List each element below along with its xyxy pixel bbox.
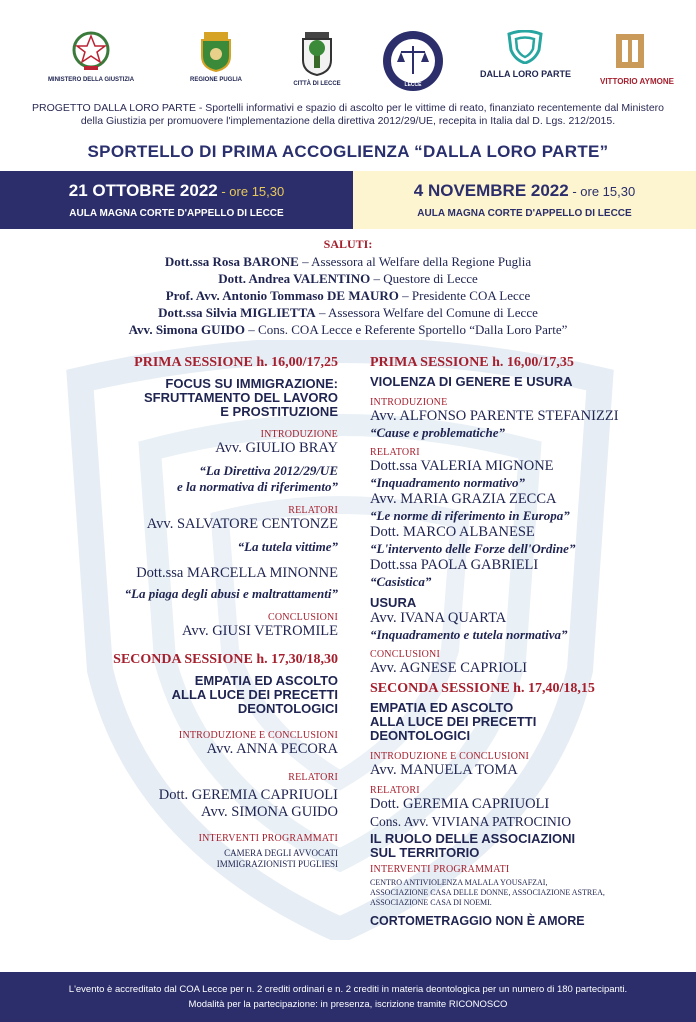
talk-title: “Inquadramento e tutela normativa” xyxy=(370,627,568,642)
speakers-label: RELATORI xyxy=(288,772,338,783)
speakers-label: RELATORI xyxy=(370,785,420,796)
theme-line: EMPATIA ED ASCOLTO xyxy=(194,673,338,688)
logo-caption: VITTORIO AYMONE xyxy=(600,77,674,86)
ministero-logo xyxy=(36,30,146,83)
theme-line: DEONTOLOGICI xyxy=(370,728,471,743)
talk-title: “L'intervento delle Forze dell'Ordine” xyxy=(370,541,576,556)
programmed-line: ASSOCIAZIONE CASA DI NOEMI. xyxy=(370,898,492,907)
date-text: 4 NOVEMBRE 2022 xyxy=(413,181,569,200)
footer-credits: L'evento è accreditato dal COA Lecce per n. 2 crediti ordinari e n. 2 crediti in materia deontologica per un numero di 180 partecipanti. xyxy=(68,984,628,995)
intro-label: INTRODUZIONE xyxy=(260,429,338,440)
fondazione-logo xyxy=(600,30,674,86)
comune-logo xyxy=(282,30,352,87)
speaker-name: Avv. GIULIO BRAY xyxy=(215,440,338,456)
speaker-name: Avv. AGNESE CAPRIOLI xyxy=(370,660,528,676)
greeting-line xyxy=(0,287,696,304)
session-title: PRIMA SESSIONE h. 16,00/17,35 xyxy=(370,355,574,370)
program-column-left xyxy=(20,355,338,870)
intro-label: INTRODUZIONE xyxy=(370,397,448,408)
talk-title: “Casistica” xyxy=(370,574,432,589)
usura-heading: USURA xyxy=(370,595,417,610)
session-title: SECONDA SESSIONE h. 17,30/18,30 xyxy=(113,652,338,667)
project-description: PROGETTO DALLA LORO PARTE - Sportelli informativi e spazio di ascolto per le vittime di reato, finanziato recentemente dal Ministero della Giustizia per promuovere l'implementazione della direttiva 2012/29/UE, recepita in Italia dal D. Lgs. 212/2015. xyxy=(31,102,664,127)
ordine-avvocati-logo xyxy=(376,30,450,97)
greeting-line xyxy=(0,321,696,338)
speaker-name: Dott.ssa PAOLA GABRIELI xyxy=(370,557,539,573)
programmed-text xyxy=(20,848,338,870)
programmed-line: ASSOCIAZIONE CASA DELLE DONNE, ASSOCIAZIONE ASTREA, xyxy=(370,888,605,897)
short-film-title: CORTOMETRAGGIO NON È AMORE xyxy=(370,914,585,928)
intro-conclusions-label: INTRODUZIONE E CONCLUSIONI xyxy=(370,751,530,762)
talk-title: “La piaga degli abusi e maltrattamenti” xyxy=(124,586,338,601)
session-theme xyxy=(370,701,680,743)
greeting-name: Dott. Andrea VALENTINO xyxy=(218,271,371,286)
theme-line: SUL TERRITORIO xyxy=(370,845,480,860)
greetings-block xyxy=(0,236,696,338)
speaker-name: Dott. MARCO ALBANESE xyxy=(370,524,535,540)
speaker-name: Avv. SIMONA GUIDO xyxy=(201,804,338,820)
speaker-name: Dott. GEREMIA CAPRIUOLI xyxy=(158,787,338,803)
speaker-name: Avv. ALFONSO PARENTE STEFANIZZI xyxy=(370,408,619,424)
conclusions-label: CONCLUSIONI xyxy=(370,649,440,660)
programmed-label: INTERVENTI PROGRAMMATI xyxy=(370,864,510,875)
speaker-name: Avv. ANNA PECORA xyxy=(206,741,338,757)
date-text: 21 OTTOBRE 2022 xyxy=(68,181,218,200)
logo-caption: DALLA LORO PARTE xyxy=(480,69,571,79)
speaker-name: Avv. SALVATORE CENTONZE xyxy=(146,516,338,532)
greeting-role: – Cons. COA Lecce e Referente Sportello “Dalla Loro Parte” xyxy=(245,322,568,337)
session-title: PRIMA SESSIONE h. 16,00/17,25 xyxy=(134,355,338,370)
emblem-italy-icon xyxy=(71,30,111,72)
greeting-line xyxy=(0,253,696,270)
greeting-name: Avv. Simona GUIDO xyxy=(128,322,246,337)
program-column-right xyxy=(370,355,680,928)
theme-line: ALLA LUCE DEI PRECETTI xyxy=(370,714,537,729)
speaker-name: Dott. GEREMIA CAPRIUOLI xyxy=(370,796,550,812)
greeting-role: – Questore di Lecce xyxy=(370,271,478,286)
logo-caption: CITTÀ DI LECCE xyxy=(293,81,341,87)
greeting-line xyxy=(0,270,696,287)
theme-line: FOCUS SU IMMIGRAZIONE: xyxy=(165,376,338,391)
greeting-role: – Assessora Welfare del Comune di Lecce xyxy=(315,305,538,320)
date-line xyxy=(0,181,353,201)
programmed-line: CAMERA DEGLI AVVOCATI xyxy=(224,848,338,858)
time-text: - ore 15,30 xyxy=(568,184,636,199)
talk-title xyxy=(20,463,338,495)
associations-theme xyxy=(370,832,680,860)
greetings-heading: SALUTI: xyxy=(323,237,373,251)
session-title: SECONDA SESSIONE h. 17,40/18,15 xyxy=(370,681,595,696)
speakers-label: RELATORI xyxy=(370,447,420,458)
talk-title: “Inquadramento normativo” xyxy=(370,475,525,490)
programmed-line: CENTRO ANTIVIOLENZA MALALA YOUSAFZAI, xyxy=(370,878,548,887)
talk-title: “Cause e problematiche” xyxy=(370,425,506,440)
spiral-shield-icon xyxy=(505,30,545,64)
speaker-name: Avv. IVANA QUARTA xyxy=(370,610,507,626)
programmed-line: IMMIGRAZIONISTI PUGLIESI xyxy=(216,859,338,869)
footer-registration: Modalità per la partecipazione: in presenza, iscrizione tramite RICONOSCO xyxy=(188,999,508,1010)
city-crest-icon xyxy=(300,30,334,76)
logo-caption: REGIONE PUGLIA xyxy=(189,77,242,83)
session-theme xyxy=(20,377,338,419)
venue-text: AULA MAGNA CORTE D'APPELLO DI LECCE xyxy=(69,208,284,219)
greeting-name: Prof. Avv. Antonio Tommaso DE MAURO xyxy=(165,288,399,303)
greeting-name: Dott.ssa Rosa BARONE xyxy=(164,254,299,269)
talk-title: “Le norme di riferimento in Europa” xyxy=(370,508,570,523)
talk-title: “La tutela vittime” xyxy=(237,539,338,554)
greeting-name: Dott.ssa Silvia MIGLIETTA xyxy=(158,305,316,320)
regione-logo xyxy=(176,30,256,83)
date-band-2 xyxy=(353,171,696,229)
fondazione-mark-icon xyxy=(612,30,648,72)
logo-caption: LECCE xyxy=(404,82,422,88)
date-band-1 xyxy=(0,171,353,229)
theme-line: E PROSTITUZIONE xyxy=(220,404,338,419)
theme-line: EMPATIA ED ASCOLTO xyxy=(370,700,514,715)
page-title: SPORTELLO DI PRIMA ACCOGLIENZA “DALLA LORO PARTE” xyxy=(87,142,609,161)
speaker-name: Dott.ssa MARCELLA MINONNE xyxy=(136,565,338,581)
time-text: - ore 15,30 xyxy=(217,184,285,199)
programmed-text xyxy=(370,878,680,908)
theme-line: ALLA LUCE DEI PRECETTI xyxy=(171,687,338,702)
greeting-role: – Assessora al Welfare della Regione Puglia xyxy=(298,254,532,269)
greeting-line xyxy=(0,304,696,321)
session-theme: VIOLENZA DI GENERE E USURA xyxy=(370,374,573,389)
programmed-label: INTERVENTI PROGRAMMATI xyxy=(198,833,338,844)
logos-row xyxy=(0,0,696,100)
speaker-name: Dott.ssa VALERIA MIGNONE xyxy=(370,458,554,474)
speaker-name: Cons. Avv. VIVIANA PATROCINIO xyxy=(370,814,572,829)
greeting-role: – Presidente COA Lecce xyxy=(398,288,531,303)
speaker-name: Avv. GIUSI VETROMILE xyxy=(182,623,338,639)
speaker-name: Avv. MANUELA TOMA xyxy=(370,762,518,778)
coat-of-arms-icon xyxy=(198,30,234,72)
venue-text: AULA MAGNA CORTE D'APPELLO DI LECCE xyxy=(417,208,632,219)
talk-title-line: e la normativa di riferimento” xyxy=(176,479,338,494)
theme-line: IL RUOLO DELLE ASSOCIAZIONI xyxy=(370,831,576,846)
intro-conclusions-label: INTRODUZIONE E CONCLUSIONI xyxy=(178,730,338,741)
session-theme xyxy=(20,674,338,716)
dalla-loro-parte-logo xyxy=(480,30,570,79)
theme-line: SFRUTTAMENTO DEL LAVORO xyxy=(143,390,338,405)
speakers-label: RELATORI xyxy=(288,505,338,516)
logo-caption: MINISTERO DELLA GIUSTIZIA xyxy=(47,77,135,83)
talk-title-line: “La Direttiva 2012/29/UE xyxy=(199,463,338,478)
date-line xyxy=(353,181,696,201)
theme-line: DEONTOLOGICI xyxy=(237,701,338,716)
footer-band xyxy=(0,972,696,1022)
speaker-name: Avv. MARIA GRAZIA ZECCA xyxy=(370,491,557,507)
conclusions-label: CONCLUSIONI xyxy=(268,612,338,623)
